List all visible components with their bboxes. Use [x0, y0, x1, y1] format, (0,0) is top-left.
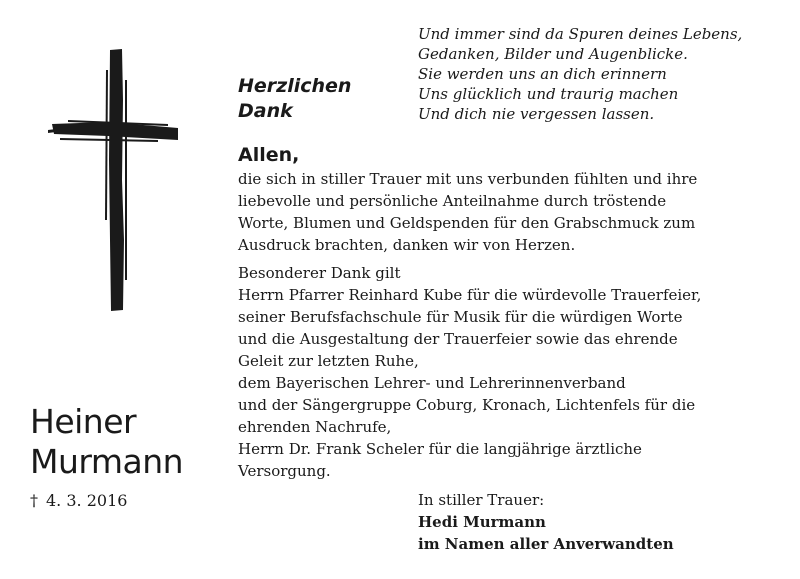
text-line: Herrn Dr. Frank Scheler für die langjährige ärztliche — [238, 440, 642, 458]
poem-line: Und immer sind da Spuren deines Lebens, — [418, 25, 743, 43]
text-line: liebevolle und persönliche Anteilnahme durch tröstende — [238, 192, 667, 210]
thanks-heading-line: Herzlichen — [238, 75, 352, 97]
signature-intro: In stiller Trauer: — [418, 491, 545, 509]
poem-line: Gedanken, Bilder und Augenblicke. — [418, 45, 688, 63]
text-line: Worte, Blumen und Geldspenden für den Grabschmuck zum — [238, 214, 696, 232]
special-thanks-paragraph — [238, 262, 798, 482]
death-date: 4. 3. 2016 — [46, 491, 128, 510]
poem-line: Und dich nie vergessen lassen. — [418, 105, 655, 123]
signature-relation: im Namen aller Anverwandten — [418, 535, 674, 553]
text-line: Geleit zur letzten Ruhe, — [238, 352, 419, 370]
text-line: die sich in stiller Trauer mit uns verbunden fühlten und ihre — [238, 170, 698, 188]
deceased-first-name: Heiner — [30, 402, 137, 441]
poem-line: Sie werden uns an dich erinnern — [418, 65, 667, 83]
thanks-heading — [238, 74, 351, 124]
thanks-heading-line: Dank — [238, 100, 293, 122]
text-line: Besonderer Dank gilt — [238, 264, 401, 282]
text-line: Herrn Pfarrer Reinhard Kube für die würdevolle Trauerfeier, — [238, 286, 702, 304]
signature-block — [418, 489, 674, 555]
text-line: Ausdruck brachten, danken wir von Herzen. — [238, 236, 576, 254]
text-line: ehrenden Nachrufe, — [238, 418, 392, 436]
text-line: dem Bayerischen Lehrer- und Lehrerinnenverband — [238, 374, 626, 392]
cross-icon — [48, 40, 188, 320]
death-date-line — [30, 491, 127, 511]
text-line: und der Sängergruppe Coburg, Kronach, Lichtenfels für die — [238, 396, 696, 414]
signature-name: Hedi Murmann — [418, 513, 546, 531]
poem-line: Uns glücklich und traurig machen — [418, 85, 679, 103]
dagger-icon: † — [30, 491, 38, 510]
deceased-name — [30, 402, 183, 482]
text-line: und die Ausgestaltung der Trauerfeier sowie das ehrende — [238, 330, 678, 348]
addressee: Allen, — [238, 144, 300, 166]
deceased-last-name: Murmann — [30, 442, 184, 481]
thanks-paragraph — [238, 168, 798, 256]
poem — [418, 24, 742, 124]
text-line: seiner Berufsfachschule für Musik für die würdigen Worte — [238, 308, 683, 326]
text-line: Versorgung. — [238, 462, 331, 480]
